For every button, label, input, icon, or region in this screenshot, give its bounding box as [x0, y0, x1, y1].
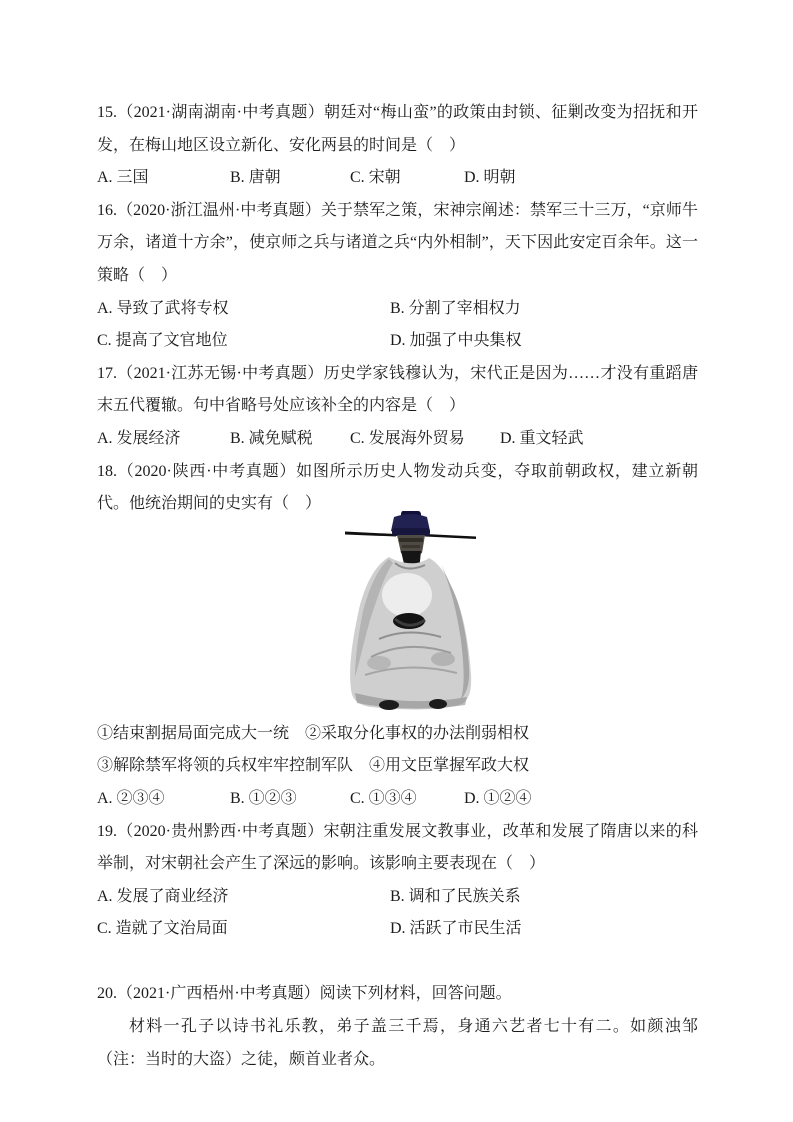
- question-stem: 20.（2021·广西梧州·中考真题）阅读下列材料，回答问题。: [97, 985, 512, 1003]
- option-d: D. ①②④: [464, 789, 532, 807]
- option-c: C. 宋朝: [350, 169, 401, 187]
- option-b: B. 减免赋税: [230, 429, 313, 447]
- option-c: C. 造就了文治局面: [97, 920, 228, 938]
- question-stem: 17.（2021·江苏无锡·中考真题）历史学家钱穆认为，宋代正是因为……才没有重蹈唐末五代覆辙。句中省略号处应该补全的内容是（ ）: [97, 364, 698, 415]
- option-d: D. 加强了中央集权: [390, 332, 522, 350]
- option-d: D. 明朝: [464, 169, 516, 187]
- option-a: A. 三国: [97, 169, 149, 187]
- statue-image: [345, 507, 477, 712]
- numbered-statements: [97, 718, 698, 783]
- question-stem: 18.（2020·陕西·中考真题）如图所示历史人物发动兵变，夺取前朝政权，建立新朝代。他统治期间的史实有（ ）: [97, 462, 698, 513]
- options-row: [97, 162, 698, 195]
- options-row: [97, 423, 698, 456]
- option-b: B. 调和了民族关系: [390, 887, 521, 905]
- option-c: C. 发展海外贸易: [350, 429, 465, 447]
- question-stem: 15.（2021·湖南湖南·中考真题）朝廷对“梅山蛮”的政策由封锁、征剿改变为招抚和开发，在梅山地区设立新化、安化两县的时间是（ ）: [97, 104, 698, 154]
- option-a: A. 导致了武将专权: [97, 299, 229, 317]
- options-row: [97, 325, 698, 358]
- statements-line-1: ①结束割据局面完成大一统 ②采取分化事权的办法削弱相权: [97, 724, 530, 742]
- options-row: [97, 293, 698, 326]
- question-18: [97, 456, 698, 816]
- option-c: C. 提高了文官地位: [97, 332, 228, 350]
- question-20: [97, 978, 698, 1076]
- option-a: A. ②③④: [97, 789, 165, 807]
- option-b: B. 分割了宰相权力: [390, 299, 521, 317]
- option-a: A. 发展经济: [97, 429, 181, 447]
- question-19: [97, 816, 698, 946]
- options-row: [97, 783, 698, 816]
- option-a: A. 发展了商业经济: [97, 887, 229, 905]
- option-d: D. 重文轻武: [500, 429, 584, 447]
- option-d: D. 活跃了市民生活: [390, 920, 522, 938]
- option-b: B. 唐朝: [230, 169, 281, 187]
- options-row: [97, 913, 698, 946]
- options-row: [97, 881, 698, 914]
- question-stem: 16.（2020·浙江温州·中考真题）关于禁军之策，宋神宗阐述：禁军三十三万，“京师牛万余，诸道十方余”，使京师之兵与诸道之兵“内外相制”，天下因此安定百余年。这一策略（ ）: [97, 201, 698, 284]
- question-15: [97, 97, 698, 195]
- option-b: B. ①②③: [230, 789, 297, 807]
- question-16: [97, 195, 698, 358]
- option-c: C. ①③④: [350, 789, 417, 807]
- question-stem: 19.（2020·贵州黔西·中考真题）宋朝注重发展文教事业，改革和发展了隋唐以来的科举制，对宋朝社会产生了深远的影响。该影响主要表现在（ ）: [97, 822, 698, 873]
- material-text: 材料一孔子以诗书礼乐教，弟子盖三千焉，身通六艺者七十有二。如颜浊邹（注：当时的大盗）之徒，颇首业者众。: [97, 1018, 698, 1068]
- statements-line-2: ③解除禁军将领的兵权牢牢控制军队 ④用文臣掌握军政大权: [97, 757, 530, 775]
- question-17: [97, 358, 698, 456]
- question-figure: [97, 521, 698, 718]
